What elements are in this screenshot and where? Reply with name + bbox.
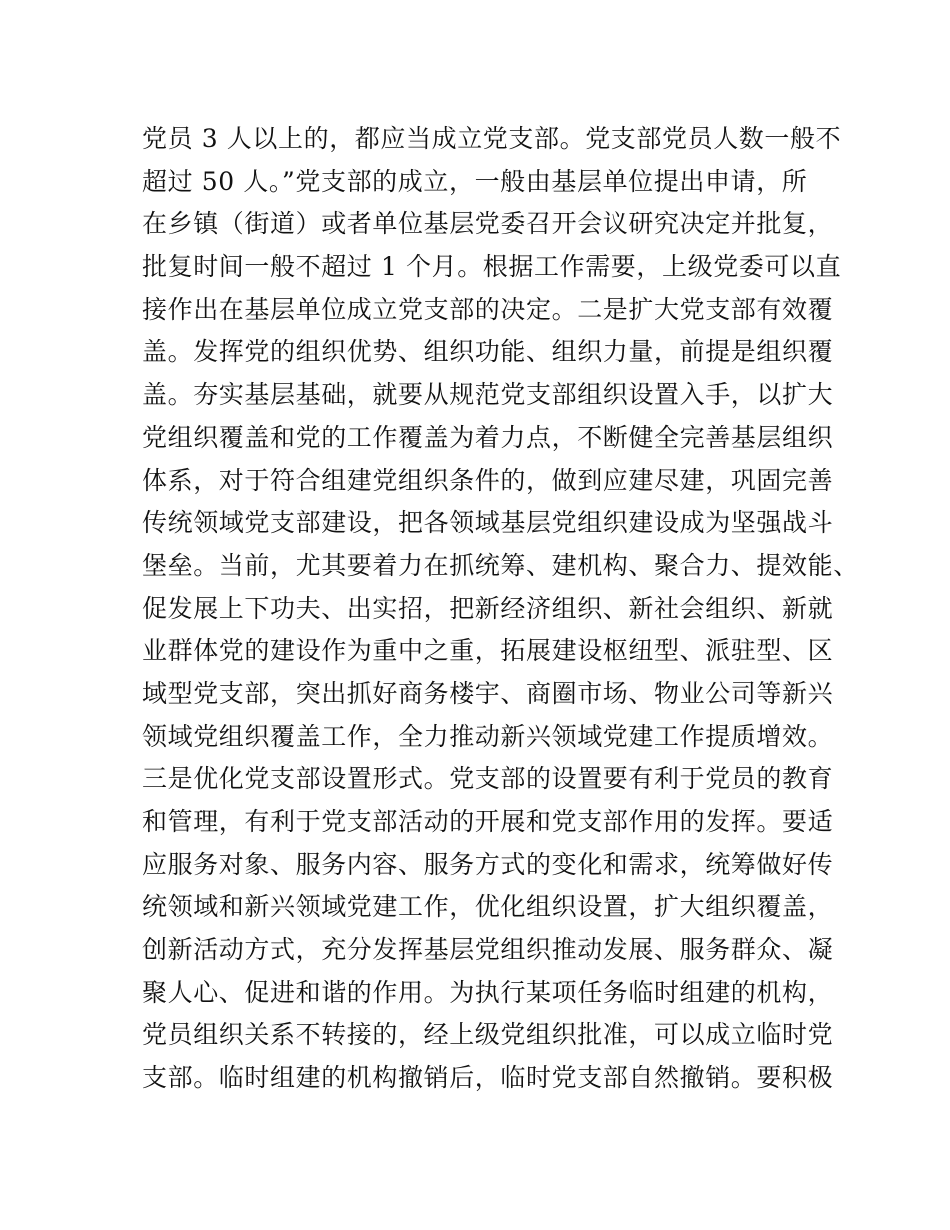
text-line: 在乡镇（街道）或者单位基层党委召开会议研究决定并批复， xyxy=(142,209,834,239)
text-line: 接作出在基层单位成立党支部的决定。二是扩大党支部有效覆 xyxy=(142,294,834,324)
text-line: 盖。夯实基层基础，就要从规范党支部组织设置入手，以扩大 xyxy=(142,380,834,410)
text-line: 促发展上下功夫、出实招，把新经济组织、新社会组织、新就 xyxy=(142,593,834,623)
text-line: 统领域和新兴领域党建工作，优化组织设置，扩大组织覆盖， xyxy=(142,892,834,922)
text-line: 党组织覆盖和党的工作覆盖为着力点，不断健全完善基层组织 xyxy=(142,422,834,452)
text-line: 超过 50 人。”党支部的成立，一般由基层单位提出申请，所 xyxy=(142,166,808,196)
text-line: 和管理，有利于党支部活动的开展和党支部作用的发挥。要适 xyxy=(142,807,834,836)
text-line: 聚人心、促进和谐的作用。为执行某项任务临时组建的机构， xyxy=(142,977,834,1007)
text-line: 堡垒。当前，尤其要着力在抓统筹、建机构、聚合力、提效能、 xyxy=(142,550,859,580)
text-line: 党员组织关系不转接的，经上级党组织批准，可以成立临时党 xyxy=(142,1020,834,1050)
text-line: 支部。临时组建的机构撤销后，临时党支部自然撤销。要积极 xyxy=(142,1063,834,1093)
text-line: 体系，对于符合组建党组织条件的，做到应建尽建，巩固完善 xyxy=(142,465,834,495)
body-paragraph xyxy=(142,118,859,1100)
text-line: 域型党支部，突出抓好商务楼宇、商圈市场、物业公司等新兴 xyxy=(142,678,834,708)
text-line: 应服务对象、服务内容、服务方式的变化和需求，统筹做好传 xyxy=(142,849,834,879)
text-line: 创新活动方式，充分发挥基层党组织推动发展、服务群众、凝 xyxy=(142,935,834,965)
text-line: 盖。发挥党的组织优势、组织功能、组织力量，前提是组织覆 xyxy=(142,337,834,367)
text-line: 业群体党的建设作为重中之重，拓展建设枢纽型、派驻型、区 xyxy=(142,636,834,666)
text-line: 三是优化党支部设置形式。党支部的设置要有利于党员的教育 xyxy=(142,764,834,794)
text-line: 批复时间一般不超过 1 个月。根据工作需要，上级党委可以直 xyxy=(142,252,842,282)
text-line: 领域党组织覆盖工作，全力推动新兴领域党建工作提质增效。 xyxy=(142,721,834,751)
text-line: 党员 3 人以上的，都应当成立党支部。党支部党员人数一般不 xyxy=(142,124,842,153)
text-line: 传统领域党支部建设，把各领域基层党组织建设成为坚强战斗 xyxy=(142,508,834,538)
